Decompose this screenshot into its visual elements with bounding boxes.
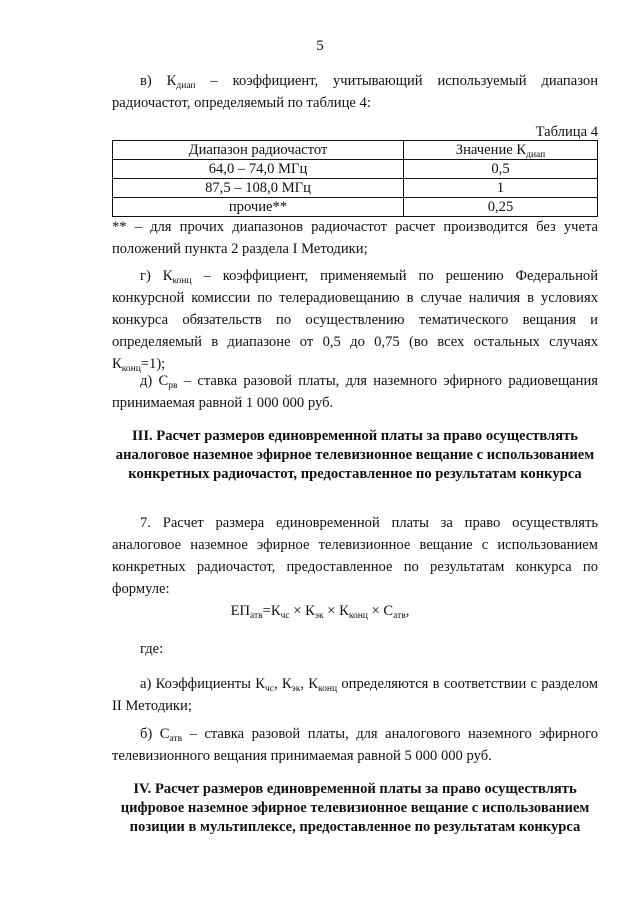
footnote: ** – для прочих диапазонов радиочастот расчет производится без учета положений пункта 2 раздела I Методики; — [112, 219, 598, 257]
item-a-sub-2: эк — [291, 684, 301, 694]
item-b-text: – ставка разовой платы, для аналогового наземного эфирного телевизионного вещания принимаемая равной 5 000 000 руб. — [112, 726, 599, 764]
where-label: где: — [140, 641, 164, 657]
cell-value: 0,5 — [404, 160, 598, 179]
page-number: 5 — [316, 38, 324, 54]
formula-term-4: × С — [367, 603, 394, 619]
item-d-sub: рв — [168, 381, 178, 391]
formula-term-4-sub: атв — [393, 611, 406, 621]
item-v-prefix: в) К — [140, 73, 177, 89]
item-a-text-2: , К — [274, 676, 292, 692]
cell-range: 87,5 – 108,0 МГц — [113, 179, 404, 198]
item-a-sub-3: конц — [318, 684, 338, 694]
header-value — [404, 141, 598, 160]
item-a-text-3: , К — [300, 676, 319, 692]
item-g-end: =1); — [140, 356, 166, 372]
formula-lhs: ЕП — [230, 603, 251, 619]
formula-term-1-sub: чс — [280, 611, 290, 621]
header-value-sub: диап — [526, 150, 546, 160]
table-header-row — [113, 141, 598, 160]
item-d-paragraph — [112, 370, 598, 414]
item-a-text-1: а) Коэффициенты К — [140, 676, 265, 692]
item-v-paragraph — [112, 70, 598, 114]
cell-value: 1 — [404, 179, 598, 198]
formula — [0, 603, 640, 620]
item-a-text-4: определяются в соответствии с разделом II Методики; — [112, 676, 599, 714]
item-g-prefix: г) К — [140, 268, 173, 284]
item-g-sub2: конц — [121, 364, 141, 374]
formula-term-2: × К — [289, 603, 315, 619]
cell-range: 64,0 – 74,0 МГц — [113, 160, 404, 179]
item-v-text: – коэффициент, учитывающий используемый диапазон радиочастот, определяемый по таблице 4: — [112, 73, 599, 111]
coefficient-table — [112, 140, 598, 217]
item-g-paragraph — [112, 265, 598, 375]
section-3-heading: III. Расчет размеров единовременной платы за право осуществлять аналоговое наземное эфирное телевизионное вещание с использованием конкретных радиочастот, предоставленное по результатам конкурса — [115, 428, 595, 482]
formula-term-3: × К — [323, 603, 349, 619]
table-row — [113, 198, 598, 217]
table-caption: Таблица 4 — [535, 124, 598, 140]
item-g-text: – коэффициент, применяемый по решению Федеральной конкурсной комиссии по телерадиовещанию в случае наличия в условиях конкурса обязательств по осуществлению тематического вещания и определяемый в диапазоне от 0,5 до 0,75 (во всех остальных случаях К — [112, 268, 598, 372]
item-b-prefix: б) С — [140, 726, 170, 742]
section-4-heading: IV. Расчет размеров единовременной платы за право осуществлять цифровое наземное эфирное телевизионное вещание с использованием позиции в мультиплексе, предоставленное по результатам конкурса — [120, 781, 590, 835]
formula-term-1: =К — [262, 603, 281, 619]
item-a-sub-1: чс — [265, 684, 274, 694]
item-v-sub: диап — [176, 81, 196, 91]
item-g-sub: конц — [172, 276, 192, 286]
header-value-text: Значение К — [455, 142, 527, 158]
table-row — [113, 179, 598, 198]
cell-value: 0,25 — [404, 198, 598, 217]
table-row — [113, 160, 598, 179]
item-d-text: – ставка разовой платы, для наземного эфирного радиовещания принимаемая равной 1 000 000 руб. — [112, 373, 598, 411]
item-b-sub: атв — [169, 734, 183, 744]
item-7-paragraph: 7. Расчет размера единовременной платы за право осуществлять аналоговое наземное эфирное телевизионное вещание с использованием конкретных радиочастот, предоставленное по результатам конкурса по формуле: — [112, 515, 598, 597]
formula-term-2-sub: эк — [314, 611, 324, 621]
item-a-paragraph — [112, 673, 598, 717]
formula-end: , — [405, 603, 410, 619]
item-d-prefix: д) С — [140, 373, 169, 389]
item-b-paragraph — [112, 723, 598, 767]
cell-range: прочие** — [113, 198, 404, 217]
formula-lhs-sub: атв — [250, 611, 263, 621]
header-range: Диапазон радиочастот — [113, 141, 404, 160]
formula-term-3-sub: конц — [348, 611, 368, 621]
